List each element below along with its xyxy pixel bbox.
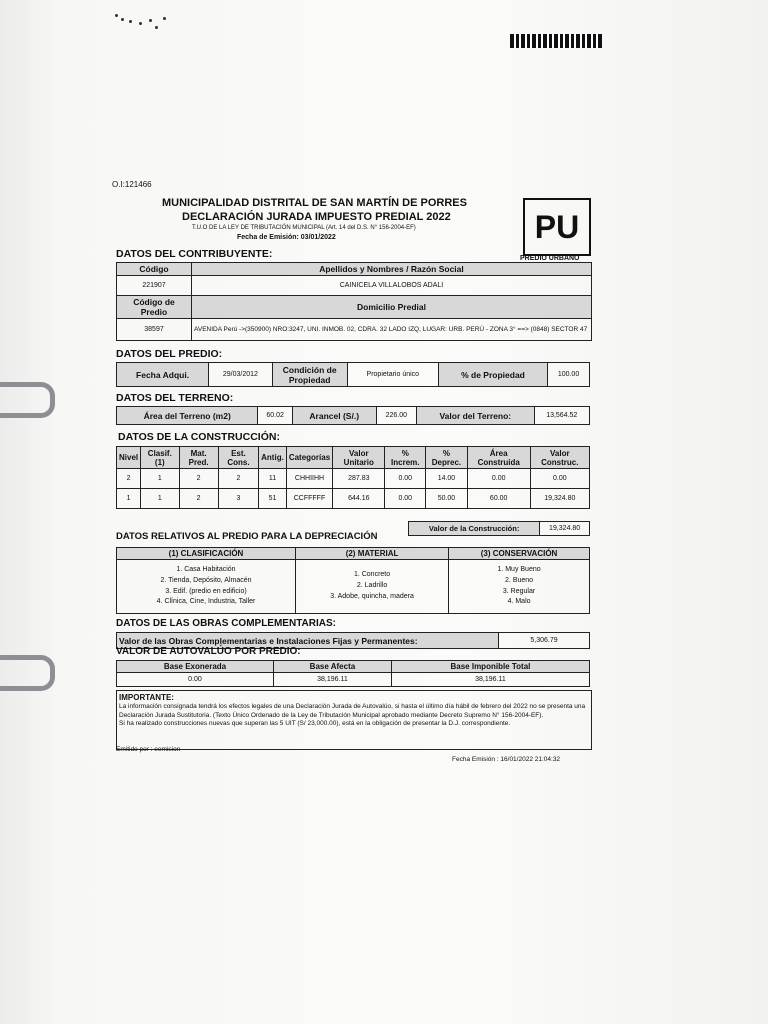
cell: 19,324.80 xyxy=(530,489,589,509)
acq-date: 29/03/2012 xyxy=(209,363,273,387)
cell: CCFFFFF xyxy=(286,489,332,509)
area: 60.02 xyxy=(258,407,293,425)
importante-title: IMPORTANTE: xyxy=(119,693,174,702)
importante-note: Si ha realizado construcciones nuevas que superan las 5 UIT (S/ 23,000.00), está en la obligación de presentar la D.J. correspondiente. xyxy=(119,720,511,728)
list-item: 1. Muy Bueno xyxy=(497,565,541,573)
contribuyente-name: CAINICELA VILLALOBOS ADALI xyxy=(192,276,592,296)
section-depreciacion: DATOS RELATIVOS AL PREDIO PARA LA DEPRECIACIÓN xyxy=(116,531,378,542)
cell: 1 xyxy=(141,469,179,489)
importante-box xyxy=(116,690,592,750)
cell: 3 xyxy=(218,489,258,509)
list-item: 1. Casa Habitación xyxy=(176,565,236,573)
percent-label: % de Propiedad xyxy=(438,363,547,387)
cell: 60.00 xyxy=(467,489,530,509)
obras-value: 5,306.79 xyxy=(499,633,590,649)
col-header: Valor Construc. xyxy=(530,447,589,469)
afecta-value: 38,196.11 xyxy=(273,673,391,687)
obras-label: Valor de las Obras Complementarias e Instalaciones Fijas y Permanentes: xyxy=(117,633,499,649)
imponible-value: 38,196.11 xyxy=(391,673,589,687)
contribuyente-code: 221907 xyxy=(117,276,192,296)
col-header: Área Construida xyxy=(467,447,530,469)
cell: 644.16 xyxy=(333,489,385,509)
clasificacion-header: (1) CLASIFICACIÓN xyxy=(117,548,296,560)
col-header: Valor Unitario xyxy=(333,447,385,469)
cell: 1 xyxy=(141,489,179,509)
section-predio: DATOS DEL PREDIO: xyxy=(116,348,223,360)
predio-table xyxy=(116,362,590,387)
cell: CHHIIHH xyxy=(286,469,332,489)
condition-label: Condición de Propiedad xyxy=(272,363,347,387)
cell: 50.00 xyxy=(426,489,468,509)
col-header: Nivel xyxy=(117,447,141,469)
condition: Propietario único xyxy=(347,363,438,387)
cell: 0.00 xyxy=(385,489,426,509)
material-header: (2) MATERIAL xyxy=(296,548,449,560)
binder-ring-icon xyxy=(0,382,55,418)
col-header: Antig. xyxy=(259,447,287,469)
terreno-value-label: Valor del Terreno: xyxy=(417,407,534,425)
section-obras: DATOS DE LAS OBRAS COMPLEMENTARIAS: xyxy=(116,618,337,629)
exonerada-value: 0.00 xyxy=(117,673,274,687)
cell: 2 xyxy=(179,469,218,489)
imponible-label: Base Imponible Total xyxy=(391,661,589,673)
section-construccion: DATOS DE LA CONSTRUCCIÓN: xyxy=(118,431,280,443)
depreciacion-table xyxy=(116,547,590,614)
terreno-table xyxy=(116,406,590,425)
cell: 2 xyxy=(179,489,218,509)
clasificacion-list xyxy=(117,560,296,614)
name-header: Apellidos y Nombres / Razón Social xyxy=(192,263,592,276)
list-item: 1. Concreto xyxy=(353,571,391,579)
list-item: 2. Ladrillo xyxy=(356,582,388,590)
ink-specks xyxy=(115,14,175,32)
col-header: Clasif. (1) xyxy=(141,447,179,469)
autovaluo-table xyxy=(116,660,590,687)
col-header: % Increm. xyxy=(385,447,426,469)
arancel-label: Arancel (S/.) xyxy=(292,407,376,425)
section-contribuyente: DATOS DEL CONTRIBUYENTE: xyxy=(116,248,273,260)
cell: 0.00 xyxy=(530,469,589,489)
cell: 0.00 xyxy=(385,469,426,489)
acq-date-label: Fecha Adqui. xyxy=(117,363,209,387)
table-row xyxy=(117,489,590,509)
terreno-value: 13,564.52 xyxy=(534,407,589,425)
list-item: 3. Edif. (predio en edificio) xyxy=(165,587,247,595)
emitido-por: Emitido por : eemision xyxy=(116,746,181,753)
predio-code: 38597 xyxy=(117,319,192,341)
percent: 100.00 xyxy=(548,363,590,387)
address: AVENIDA Perú ->(350900) NRO:3247, UNI. INMOB. 02, CDRA. 32 LADO IZQ, LUGAR: URB. PERÚ - ZONA 3° ==> (0848) SECTOR 47 xyxy=(192,319,592,341)
construccion-total-table xyxy=(408,521,590,536)
cell: 14.00 xyxy=(426,469,468,489)
legal-reference: T.U.O DE LA LEY DE TRIBUTACIÓN MUNICIPAL (Art. 14 del D.S. N° 156-2004-EF) xyxy=(192,225,416,231)
material-list xyxy=(296,560,449,614)
list-item: 2. Tienda, Depósito, Almacén xyxy=(160,576,252,584)
list-item: 3. Adobe, quincha, madera xyxy=(330,592,414,600)
col-header: Est. Cons. xyxy=(218,447,258,469)
predio-code-header: Código de Predio xyxy=(117,296,192,319)
col-header: Mat. Pred. xyxy=(179,447,218,469)
col-header: % Deprec. xyxy=(426,447,468,469)
cell: 51 xyxy=(259,489,287,509)
cell: 287.83 xyxy=(333,469,385,489)
declaration-title: DECLARACIÓN JURADA IMPUESTO PREDIAL 2022 xyxy=(182,211,451,223)
municipality-title: MUNICIPALIDAD DISTRITAL DE SAN MARTÍN DE PORRES xyxy=(162,197,467,209)
exonerada-label: Base Exonerada xyxy=(117,661,274,673)
cell: 2 xyxy=(117,469,141,489)
barcode-icon xyxy=(510,34,602,48)
importante-text: La información consignada tendrá los efectos legales de una Declaración Jurada de Autovalúo, si hasta el último día hábil de febrero del 2022 no se presenta una Declaración Jurada Sustitutoria. (Texto Único Ordenado de la Ley de Tributación Municipal aprobado mediante Decreto Supremo N° 156-2004-EF). xyxy=(119,703,586,719)
list-item: 3. Regular xyxy=(502,587,536,595)
address-header: Domicilio Predial xyxy=(192,296,592,319)
pu-badge: PU xyxy=(523,198,591,256)
code-header: Código xyxy=(117,263,192,276)
afecta-label: Base Afecta xyxy=(273,661,391,673)
construccion-total: 19,324.80 xyxy=(540,522,590,536)
arancel: 226.00 xyxy=(376,407,416,425)
contribuyente-table xyxy=(116,262,592,341)
pu-badge-label: PREDIO URBANO xyxy=(520,255,580,262)
cell: 1 xyxy=(117,489,141,509)
emission-date: Fecha de Emisión: 03/01/2022 xyxy=(237,234,336,241)
construccion-table xyxy=(116,446,590,509)
conservacion-list xyxy=(449,560,590,614)
binder-ring-icon xyxy=(0,655,55,691)
area-label: Área del Terreno (m2) xyxy=(117,407,258,425)
section-terreno: DATOS DEL TERRENO: xyxy=(116,392,234,404)
list-item: 4. Malo xyxy=(507,598,531,606)
cell: 0.00 xyxy=(467,469,530,489)
construccion-total-label: Valor de la Construcción: xyxy=(409,522,540,536)
col-header: Categorías xyxy=(286,447,332,469)
fecha-emision: Fecha Emisión : 16/01/2022 21:04:32 xyxy=(452,756,561,763)
cell: 2 xyxy=(218,469,258,489)
section-autovaluo: VALOR DE AUTOVALÚO POR PREDIO: xyxy=(116,646,301,657)
list-item: 2. Bueno xyxy=(505,576,534,584)
conservacion-header: (3) CONSERVACIÓN xyxy=(449,548,590,560)
oi-number: O.I:121466 xyxy=(112,180,152,189)
list-item: 4. Clínica, Cine, Industria, Taller xyxy=(156,598,256,606)
cell: 11 xyxy=(259,469,287,489)
table-row xyxy=(117,469,590,489)
